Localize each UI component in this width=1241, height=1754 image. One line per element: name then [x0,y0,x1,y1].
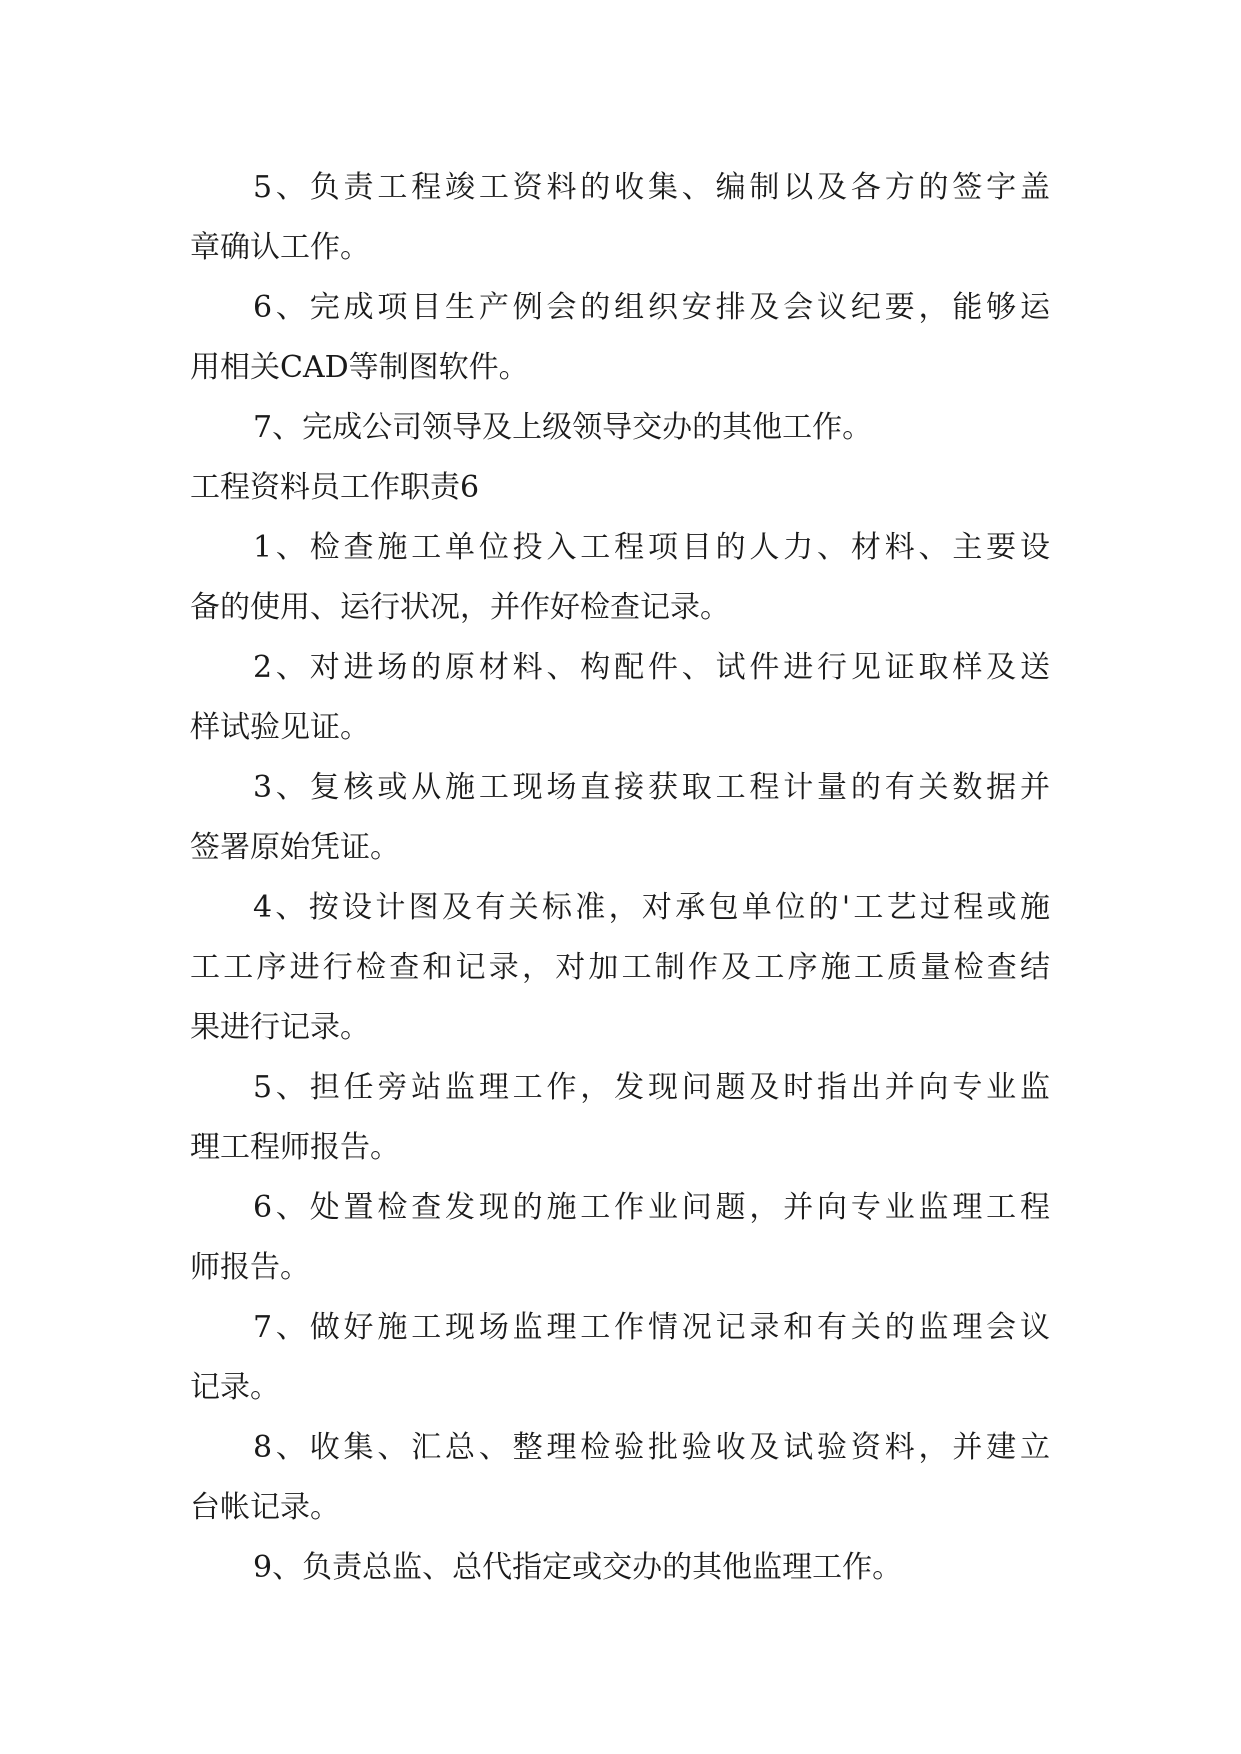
paragraph-item-5-completion-docs [190,158,1050,278]
paragraph-item-9-assigned-work [190,1538,1050,1598]
paragraph-line: 5、担任旁站监理工作，发现问题及时指出并向专业监 [253,1070,1050,1105]
paragraph-line: 1、检查施工单位投入工程项目的人力、材料、主要设 [253,530,1050,565]
paragraph-line: 6、处置检查发现的施工作业问题，并向专业监理工程 [253,1190,1050,1225]
paragraph-line: 台帐记录。 [190,1490,340,1525]
document-body [190,158,1050,1598]
paragraph-line: 8、收集、汇总、整理检验批验收及试验资料，并建立 [253,1430,1050,1465]
paragraph-line: 7、做好施工现场监理工作情况记录和有关的监理会议 [253,1310,1050,1345]
paragraph-line: 6、完成项目生产例会的组织安排及会议纪要，能够运 [253,290,1050,325]
paragraph-line: 7、完成公司领导及上级领导交办的其他工作。 [253,410,873,445]
paragraph-item-7-records [190,1298,1050,1418]
paragraph-line: 3、复核或从施工现场直接获取工程计量的有关数据并 [253,770,1050,805]
paragraph-line: 样试验见证。 [190,710,370,745]
paragraph-item-8-collection [190,1418,1050,1538]
paragraph-item-7-other-work [190,398,1050,458]
paragraph-line: 章确认工作。 [190,230,370,265]
paragraph-line: 理工程师报告。 [190,1130,400,1165]
paragraph-item-5-supervision [190,1058,1050,1178]
paragraph-line: 备的使用、运行状况，并作好检查记录。 [190,590,730,625]
paragraph-item-3-measurement [190,758,1050,878]
paragraph-line: 师报告。 [190,1250,310,1285]
paragraph-item-6-issue-handling [190,1178,1050,1298]
paragraph-item-4-process-check [190,878,1050,1058]
paragraph-line: 5、负责工程竣工资料的收集、编制以及各方的签字盖 [253,170,1050,205]
section-heading-text: 工程资料员工作职责6 [190,470,480,505]
paragraph-line: 用相关CAD等制图软件。 [190,350,529,385]
paragraph-line: 果进行记录。 [190,1010,370,1045]
paragraph-line: 2、对进场的原材料、构配件、试件进行见证取样及送 [253,650,1050,685]
paragraph-item-6-meetings [190,278,1050,398]
section-heading [190,458,1050,518]
paragraph-line: 工工序进行检查和记录，对加工制作及工序施工质量检查结 [190,950,1050,985]
paragraph-line: 记录。 [190,1370,280,1405]
paragraph-item-1-inspection [190,518,1050,638]
paragraph-line: 4、按设计图及有关标准，对承包单位的'工艺过程或施 [253,890,1050,925]
paragraph-item-2-sampling [190,638,1050,758]
paragraph-line: 签署原始凭证。 [190,830,400,865]
paragraph-line: 9、负责总监、总代指定或交办的其他监理工作。 [253,1550,903,1585]
